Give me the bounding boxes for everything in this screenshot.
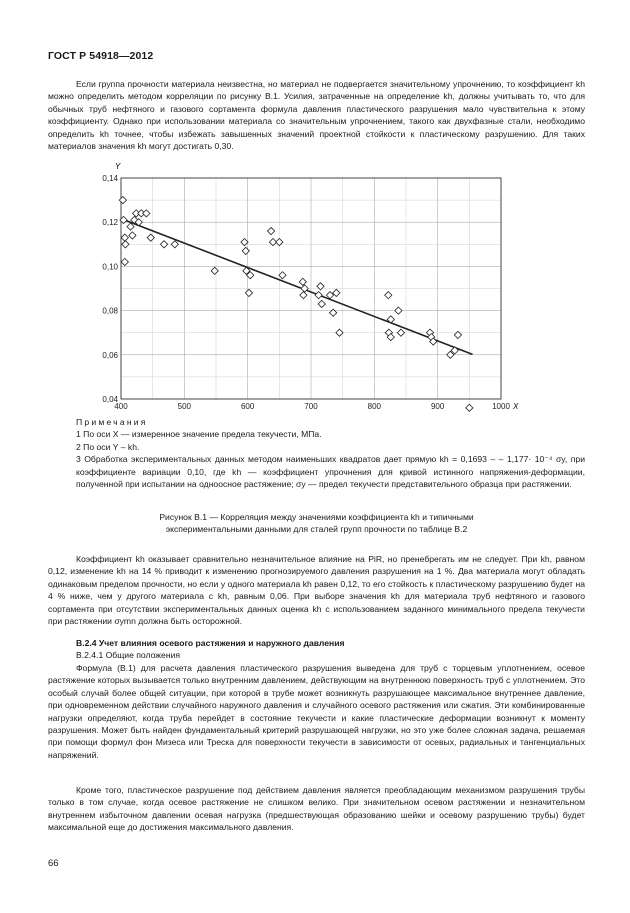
data-point — [147, 234, 154, 241]
x-tick-label: 1000 — [492, 402, 510, 411]
y-tick-labels — [102, 174, 118, 404]
plastic-failure-paragraph — [48, 784, 585, 834]
data-point — [268, 227, 275, 234]
y-tick-label: 0,10 — [102, 262, 118, 272]
data-point — [143, 210, 150, 217]
note-2: 2 По оси Y – kh. — [76, 441, 140, 452]
data-point — [385, 292, 392, 299]
x-tick-label: 600 — [240, 402, 255, 411]
data-point — [315, 292, 322, 299]
x-tick-labels — [114, 402, 510, 411]
correlation-chart — [104, 160, 528, 410]
data-point — [242, 247, 249, 254]
data-point — [395, 307, 402, 314]
chart-grid — [121, 178, 501, 399]
section-heading: В.2.4 Учет влияния осевого растяжения и наружного давления — [76, 638, 345, 648]
caption-line-1: Рисунок В.1 — Корреляция между значениями коэффициента kh и типичными — [159, 512, 474, 522]
general-paragraph — [48, 662, 585, 761]
y-tick-label: 0,12 — [102, 218, 118, 228]
data-point — [119, 197, 126, 204]
data-point — [466, 404, 473, 411]
subsection-heading: В.2.4.1 Общие положения — [76, 650, 181, 660]
x-axis-label: X — [513, 402, 519, 411]
data-point — [245, 289, 252, 296]
data-points — [119, 197, 473, 412]
x-tick-label: 400 — [114, 402, 128, 411]
data-point — [330, 309, 337, 316]
coefficient-text: Коэффициент kh оказывает сравнительно незначительное влияние на PiR, но пренебрегать им не следует. При kh, равном 0,12, изменение kh на 14 % приводит к изменению прогнозируемого давления разрушения на 1 %. Два материала могут обладать одинаковым пределом прочности, но если у одного материала kh равен 0,12, то его стойкость к пластическому разрушению будет на 4 % ниже, чем у другого материала с kh, равным 0,06. При выборе значения kh для материала труб нефтяного и газового сортамента при отсутствии экспериментальных данных оценка kh с использованием заданного минимального предела текучести при растяжении σymn должна быть осторожной. — [48, 554, 585, 627]
caption-line-2: экспериментальными данными для сталей групп прочности по таблице В.2 — [165, 524, 468, 535]
intro-paragraph — [48, 78, 585, 152]
data-point — [397, 329, 404, 336]
data-point — [276, 238, 283, 245]
coefficient-paragraph — [48, 553, 585, 627]
data-point — [121, 234, 128, 241]
data-point — [160, 241, 167, 248]
data-point — [122, 241, 129, 248]
data-point — [129, 232, 136, 239]
y-tick-label: 0,08 — [102, 306, 118, 316]
x-tick-label: 700 — [304, 402, 318, 411]
y-axis-label: Y — [115, 162, 121, 171]
data-point — [299, 278, 306, 285]
figure-caption — [48, 511, 585, 536]
data-point — [454, 331, 461, 338]
general-text: Формула (В.1) для расчета давления пластического разрушения выведена для труб с торцевым уплотнением, осевое растяжение которых вызывается только внутренним давлением, действующим на внутреннюю поверхность труб с уплотнением. Это особый случай более общей ситуации, при которой в трубе может возникнуть разрушающее максимальное внутреннее давление, при одновременном действии случайного наружного давления и случайного осевого растяжения или сжатия. Эти комбинированные нагрузки определяют, когда труба перейдет в состояние текучести и какие пластические деформации возникнут к моменту разрушения. Может быть найден фундаментальный критерий разрушающей нагрузки, но это уже более сложная задача, решаемая при помощи формул фон Мизеса или Треска для поверхности текучести в зависимости от осевых, радиальных и тангенциальных напряжений. — [48, 663, 585, 760]
data-point — [121, 258, 128, 265]
data-point — [336, 329, 343, 336]
data-point — [318, 300, 325, 307]
y-tick-label: 0,06 — [102, 350, 118, 360]
x-tick-label: 800 — [367, 402, 382, 411]
standard-header: ГОСТ Р 54918—2012 — [48, 50, 154, 62]
page-number: 66 — [48, 858, 59, 869]
plastic-failure-text: Кроме того, пластическое разрушение под действием давления является преобладающим механизмом разрушения трубы только в том случае, когда осевое растяжение не слишком велико. При значительном осевом растяжении и незначительном внутреннем избыточном давлении осевая нагрузка (предшествующая образованию шейки и осевому разрушению трубы) будет максимальной еще до достижения максимального давления. — [48, 785, 585, 833]
notes-title: Примечания — [76, 417, 148, 427]
intro-text: Если группа прочности материала неизвестна, но материал не подвергается значительному упрочнению, то коэффициент kh можно определить методом корреляции по рисунку В.1. Усилия, затраченные на определение kh, должны учитывать то, что для обычных труб нефтяного и газового сортамента формула давления пластического разрушения мало чувствительна к этому коэффициенту. Однако при использовании материала со значительным упрочнением, такого как двухфазные стали, необходимо определить kh точнее, чтобы избежать завышенных значений проектной стойкости к пластическому разрушению. Для таких материалов значения kh могут достигать 0,30. — [48, 79, 585, 152]
data-point — [317, 283, 324, 290]
x-tick-label: 500 — [177, 402, 192, 411]
data-point — [279, 272, 286, 279]
figure-notes — [48, 416, 585, 490]
data-point — [300, 292, 307, 299]
regression-line — [121, 219, 473, 355]
data-point — [171, 241, 178, 248]
note-3: 3 Обработка экспериментальных данных методом наименьших квадратов дает прямую kh = 0,1693 – – 1,177· 10⁻⁴ σy, при коэффициенте вариации 0,10, где kh — коэффициент упрочнения для кривой истинного напряжения-деформации, полученной при испытании на одноосное растяжение; σy — предел текучести представительного образца при растяжении. — [76, 454, 585, 490]
data-point — [211, 267, 218, 274]
x-tick-label: 900 — [430, 402, 445, 411]
y-tick-label: 0,04 — [102, 395, 118, 404]
note-1: 1 По оси X — измеренное значение предела текучести, МПа. — [76, 429, 322, 440]
data-point — [241, 238, 248, 245]
y-tick-label: 0,14 — [102, 174, 118, 183]
